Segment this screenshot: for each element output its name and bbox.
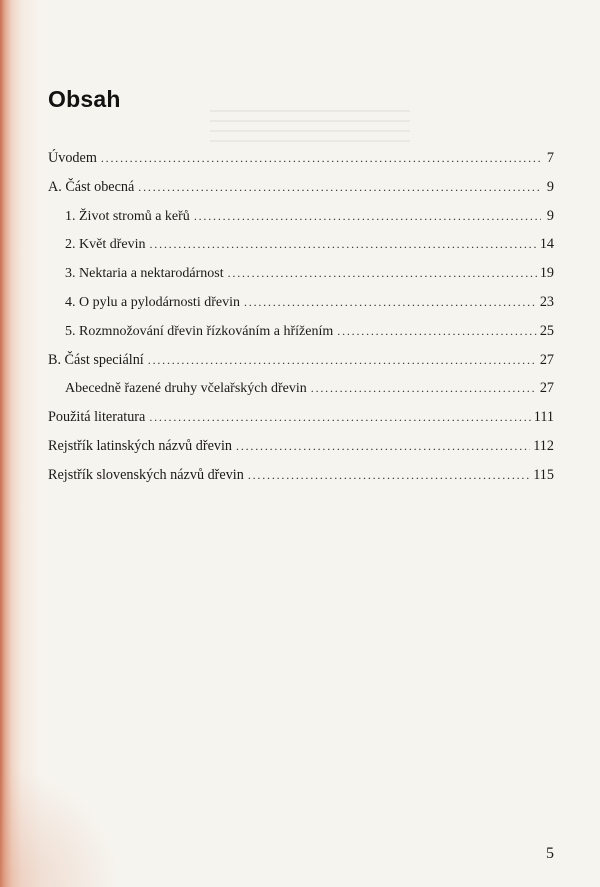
toc-dot-leader: [228, 266, 537, 281]
toc-entry-label: 4. O pylu a pylodárnosti dřevin: [65, 294, 240, 310]
toc-entry-label: A. Část obecná: [48, 178, 135, 195]
table-of-contents: [48, 150, 554, 496]
toc-entry-page: 7: [546, 150, 554, 166]
toc-entry-page: 23: [539, 293, 554, 310]
toc-entry-label: B. Část speciální: [48, 351, 144, 368]
toc-entry-page: 14: [539, 236, 554, 253]
toc-dot-leader: [149, 237, 536, 252]
toc-entry-uvodem[interactable]: [48, 150, 554, 179]
page-number: 5: [546, 845, 554, 862]
toc-dot-leader: [337, 324, 537, 339]
toc-entry-page: 25: [539, 322, 554, 339]
toc-entry-zivot-stromu[interactable]: [48, 208, 554, 237]
toc-dot-leader: [244, 295, 537, 310]
toc-entry-label: 1. Život stromů a keřů: [65, 208, 190, 224]
toc-entry-label: 5. Rozmnožování dřevin řízkováním a hřížením: [65, 323, 334, 339]
toc-entry-label: Použitá literatura: [48, 409, 146, 426]
toc-entry-page: 115: [533, 466, 554, 483]
toc-entry-page: 111: [533, 409, 554, 426]
toc-entry-rejstrik-slovensky[interactable]: [48, 467, 554, 496]
page-binding-shadow: [0, 0, 42, 887]
toc-entry-label: 2. Květ dřevin: [65, 237, 146, 253]
bleed-through-text: [210, 110, 410, 150]
toc-entry-page: 27: [539, 351, 554, 368]
page-corner-shadow: [0, 767, 120, 887]
toc-entry-pyl[interactable]: [48, 294, 554, 323]
page-title: Obsah: [48, 86, 121, 112]
toc-dot-leader: [236, 439, 530, 454]
toc-entry-kvet-drevin[interactable]: [48, 236, 554, 265]
toc-dot-leader: [138, 180, 541, 195]
toc-dot-leader: [311, 381, 537, 396]
toc-entry-page: 19: [539, 265, 554, 282]
toc-entry-literatura[interactable]: [48, 409, 554, 438]
toc-entry-abecedne-druhy[interactable]: [48, 380, 554, 409]
toc-entry-page: 9: [546, 178, 554, 195]
toc-entry-rejstrik-latinsky[interactable]: [48, 438, 554, 467]
toc-entry-label: 3. Nektaria a nektarodárnost: [65, 266, 224, 282]
toc-entry-nektaria[interactable]: [48, 265, 554, 294]
toc-dot-leader: [101, 151, 541, 166]
toc-entry-cast-obecna[interactable]: [48, 179, 554, 208]
toc-entry-label: Úvodem: [48, 150, 97, 166]
toc-entry-page: 9: [546, 207, 554, 224]
toc-entry-label: Abecedně řazené druhy včelařských dřevin: [65, 381, 307, 397]
toc-dot-leader: [149, 410, 530, 425]
toc-entry-page: 27: [539, 380, 554, 397]
toc-dot-leader: [148, 353, 537, 368]
toc-entry-page: 112: [533, 437, 554, 454]
toc-entry-label: Rejstřík slovenských názvů dřevin: [48, 466, 244, 483]
toc-dot-leader: [194, 209, 541, 224]
toc-entry-cast-specialni[interactable]: [48, 352, 554, 381]
toc-dot-leader: [248, 468, 530, 483]
toc-entry-rozmnozovani[interactable]: [48, 323, 554, 352]
toc-entry-label: Rejstřík latinských názvů dřevin: [48, 437, 233, 454]
